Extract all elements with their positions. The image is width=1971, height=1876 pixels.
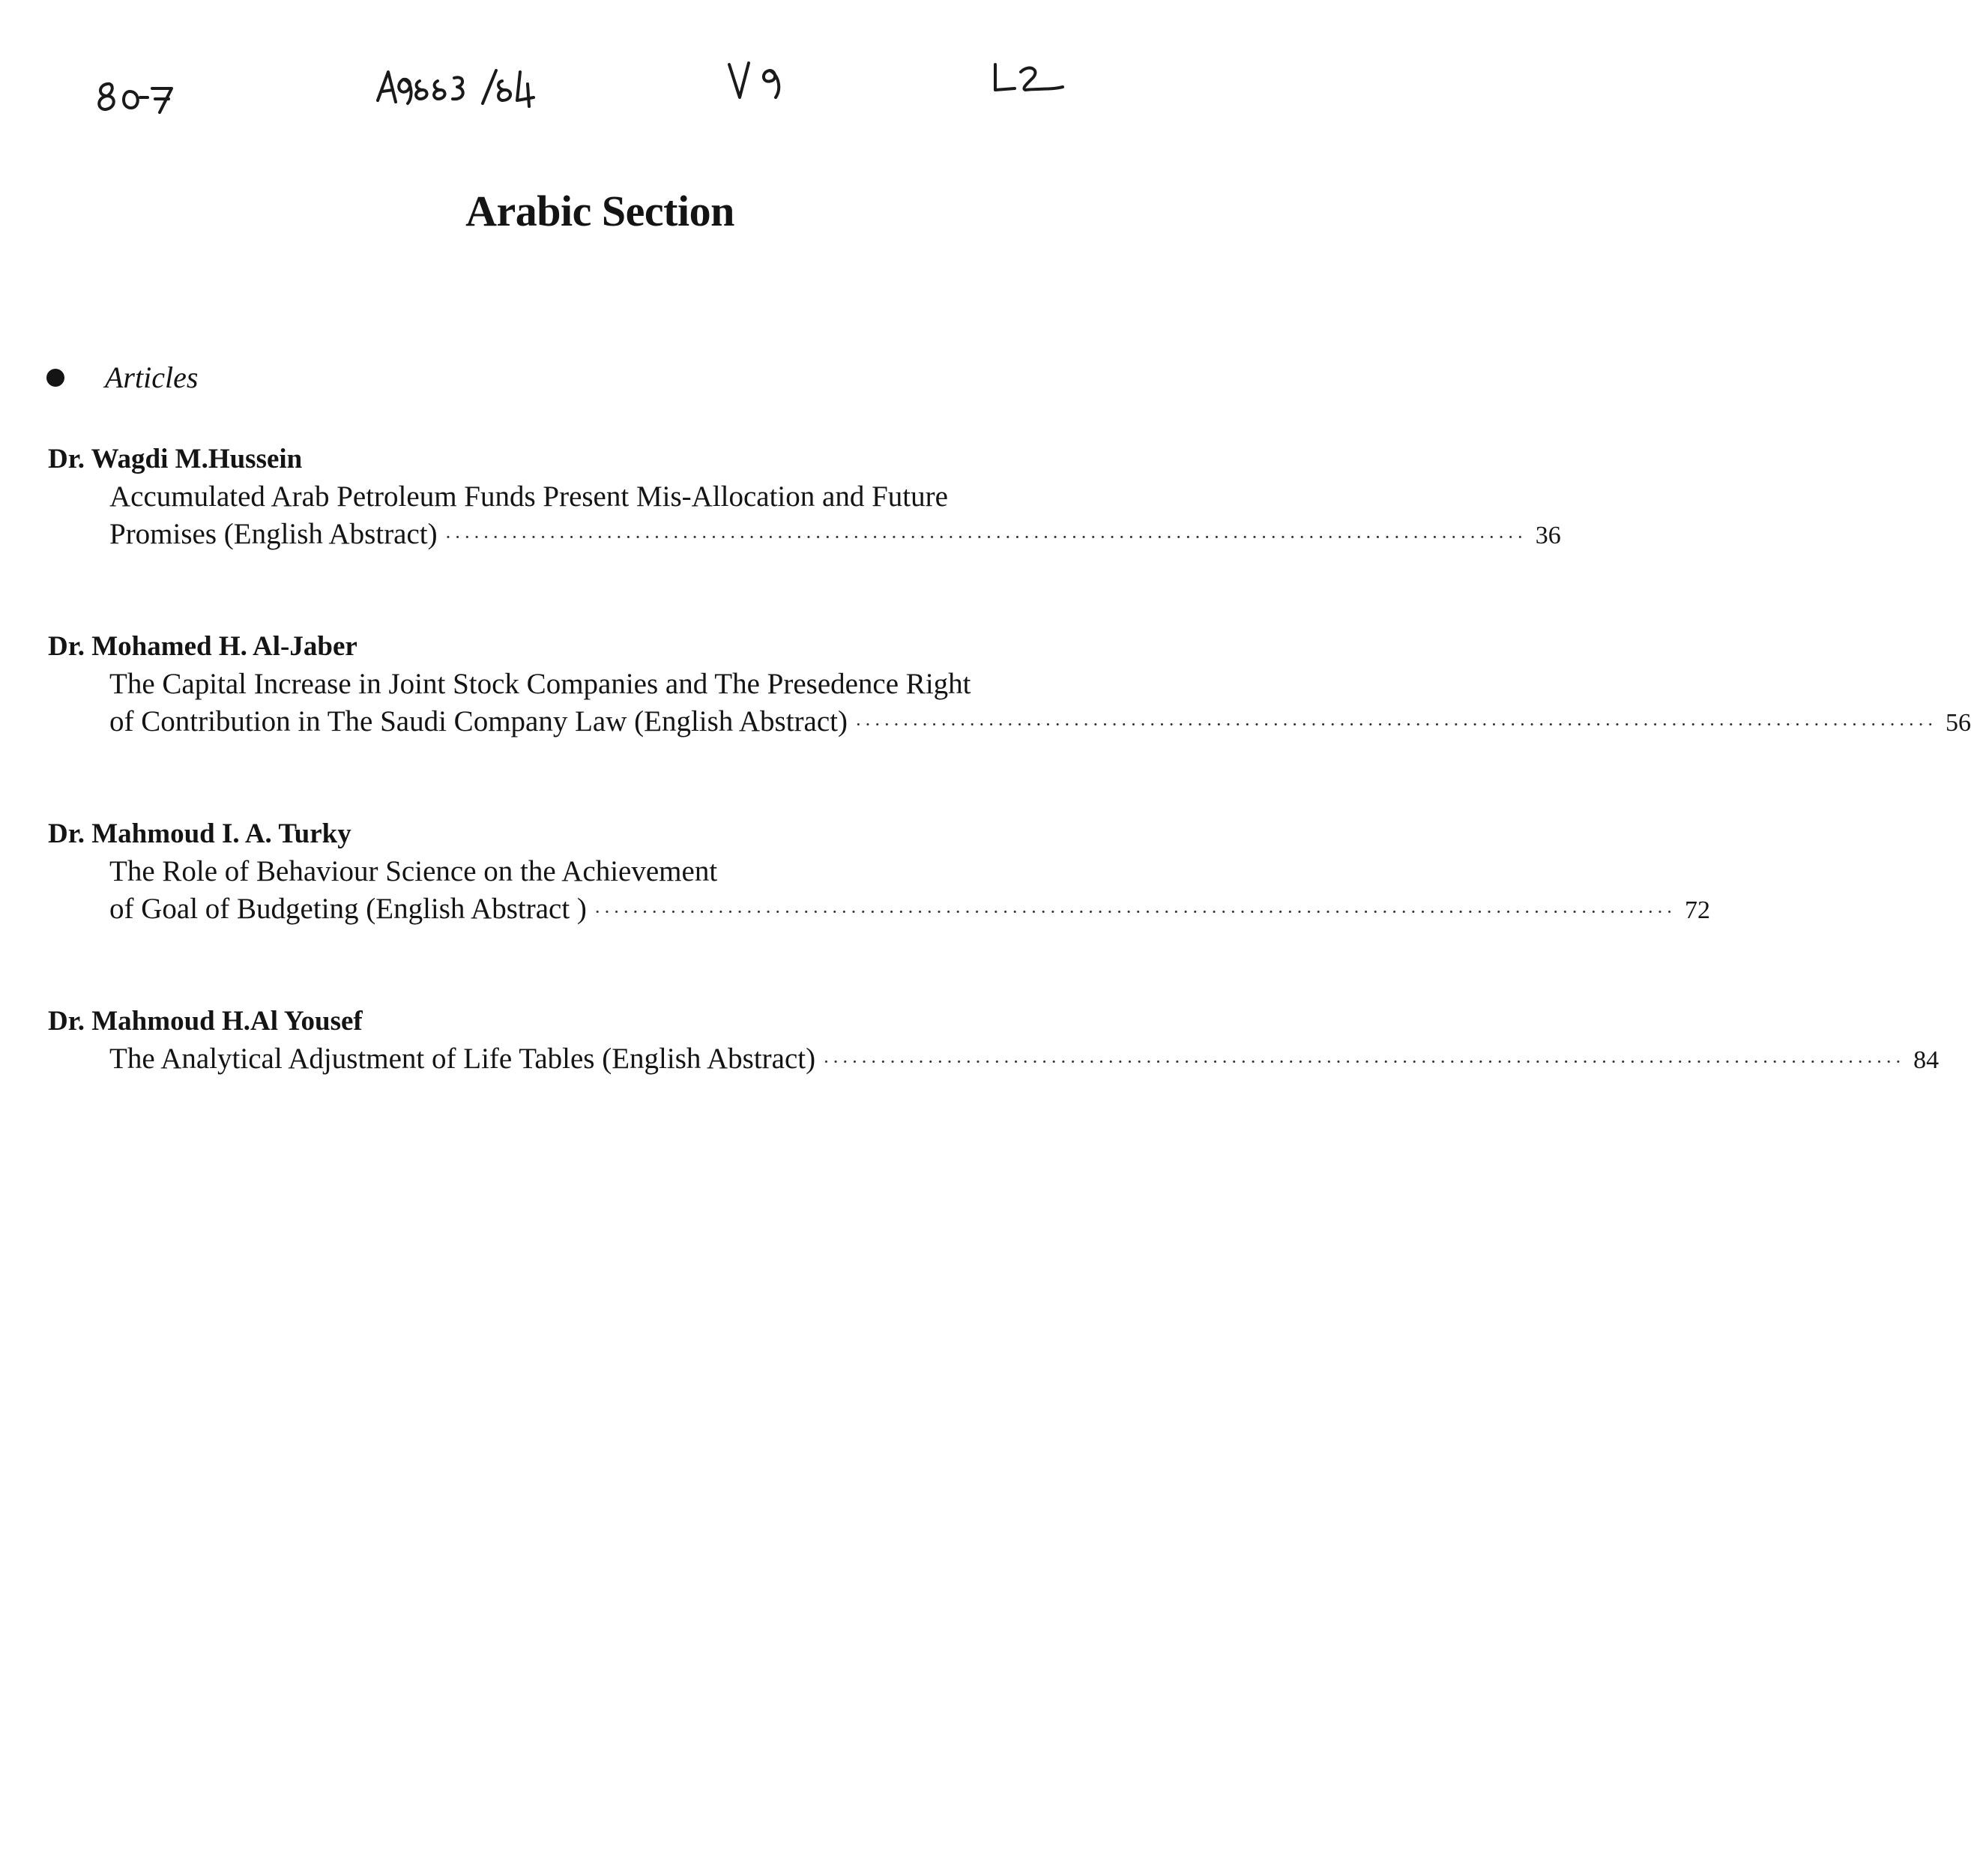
entry-author: Dr. Mahmoud H.Al Yousef [48, 1006, 363, 1037]
entry-title-text: The Analytical Adjustment of Life Tables (English Abstract) [109, 1043, 816, 1075]
entry-title-line: The Capital Increase in Joint Stock Companies and The Presedence Right [109, 668, 971, 700]
entry-page-number: 36 [1535, 522, 1561, 549]
handwritten-mark-807 [94, 75, 191, 120]
entry-title-line: Accumulated Arab Petroleum Funds Present Mis-Allocation and Future [109, 480, 948, 513]
entry-author: Dr. Mahmoud I. A. Turky [48, 818, 351, 849]
handwritten-mark-V9 [723, 58, 813, 103]
toc-entry [48, 815, 1710, 931]
entry-title-last-line [48, 516, 1561, 556]
entry-page-number: 72 [1684, 896, 1710, 924]
handwritten-mark-L2 [988, 60, 1085, 97]
dot-leader: ·················································································································· [855, 714, 1937, 735]
bullet-icon [46, 369, 64, 387]
entry-title-last-line [48, 1040, 1940, 1081]
dot-leader: ·················································································································· [444, 526, 1527, 548]
articles-heading [46, 360, 198, 395]
handwritten-annotations [0, 0, 1200, 142]
entry-author: Dr. Mohamed H. Al-Jaber [48, 631, 357, 662]
section-title: Arabic Section [465, 187, 734, 235]
dot-leader: ·················································································································· [594, 901, 1676, 923]
entry-title-text: of Contribution in The Saudi Company Law (English Abstract) [109, 705, 848, 738]
entry-page-number: 84 [1913, 1046, 1940, 1074]
entry-author: Dr. Wagdi M.Hussein [48, 444, 303, 474]
dot-leader: ·················································································································· [823, 1051, 1905, 1073]
table-of-contents [48, 441, 1971, 1153]
toc-entry [48, 628, 1971, 744]
entry-title-last-line [48, 890, 1710, 931]
entry-title-line: The Role of Behaviour Science on the Achievement [109, 855, 718, 887]
handwritten-mark-1983-84 [373, 61, 568, 114]
toc-entry [48, 1003, 1940, 1081]
toc-entry [48, 441, 1561, 556]
articles-label: Articles [105, 361, 199, 394]
entry-title-last-line [48, 703, 1971, 744]
entry-page-number: 56 [1946, 709, 1971, 737]
entry-title-text: of Goal of Budgeting (English Abstract ) [109, 893, 587, 925]
entry-title-text: Promises (English Abstract) [109, 518, 438, 550]
